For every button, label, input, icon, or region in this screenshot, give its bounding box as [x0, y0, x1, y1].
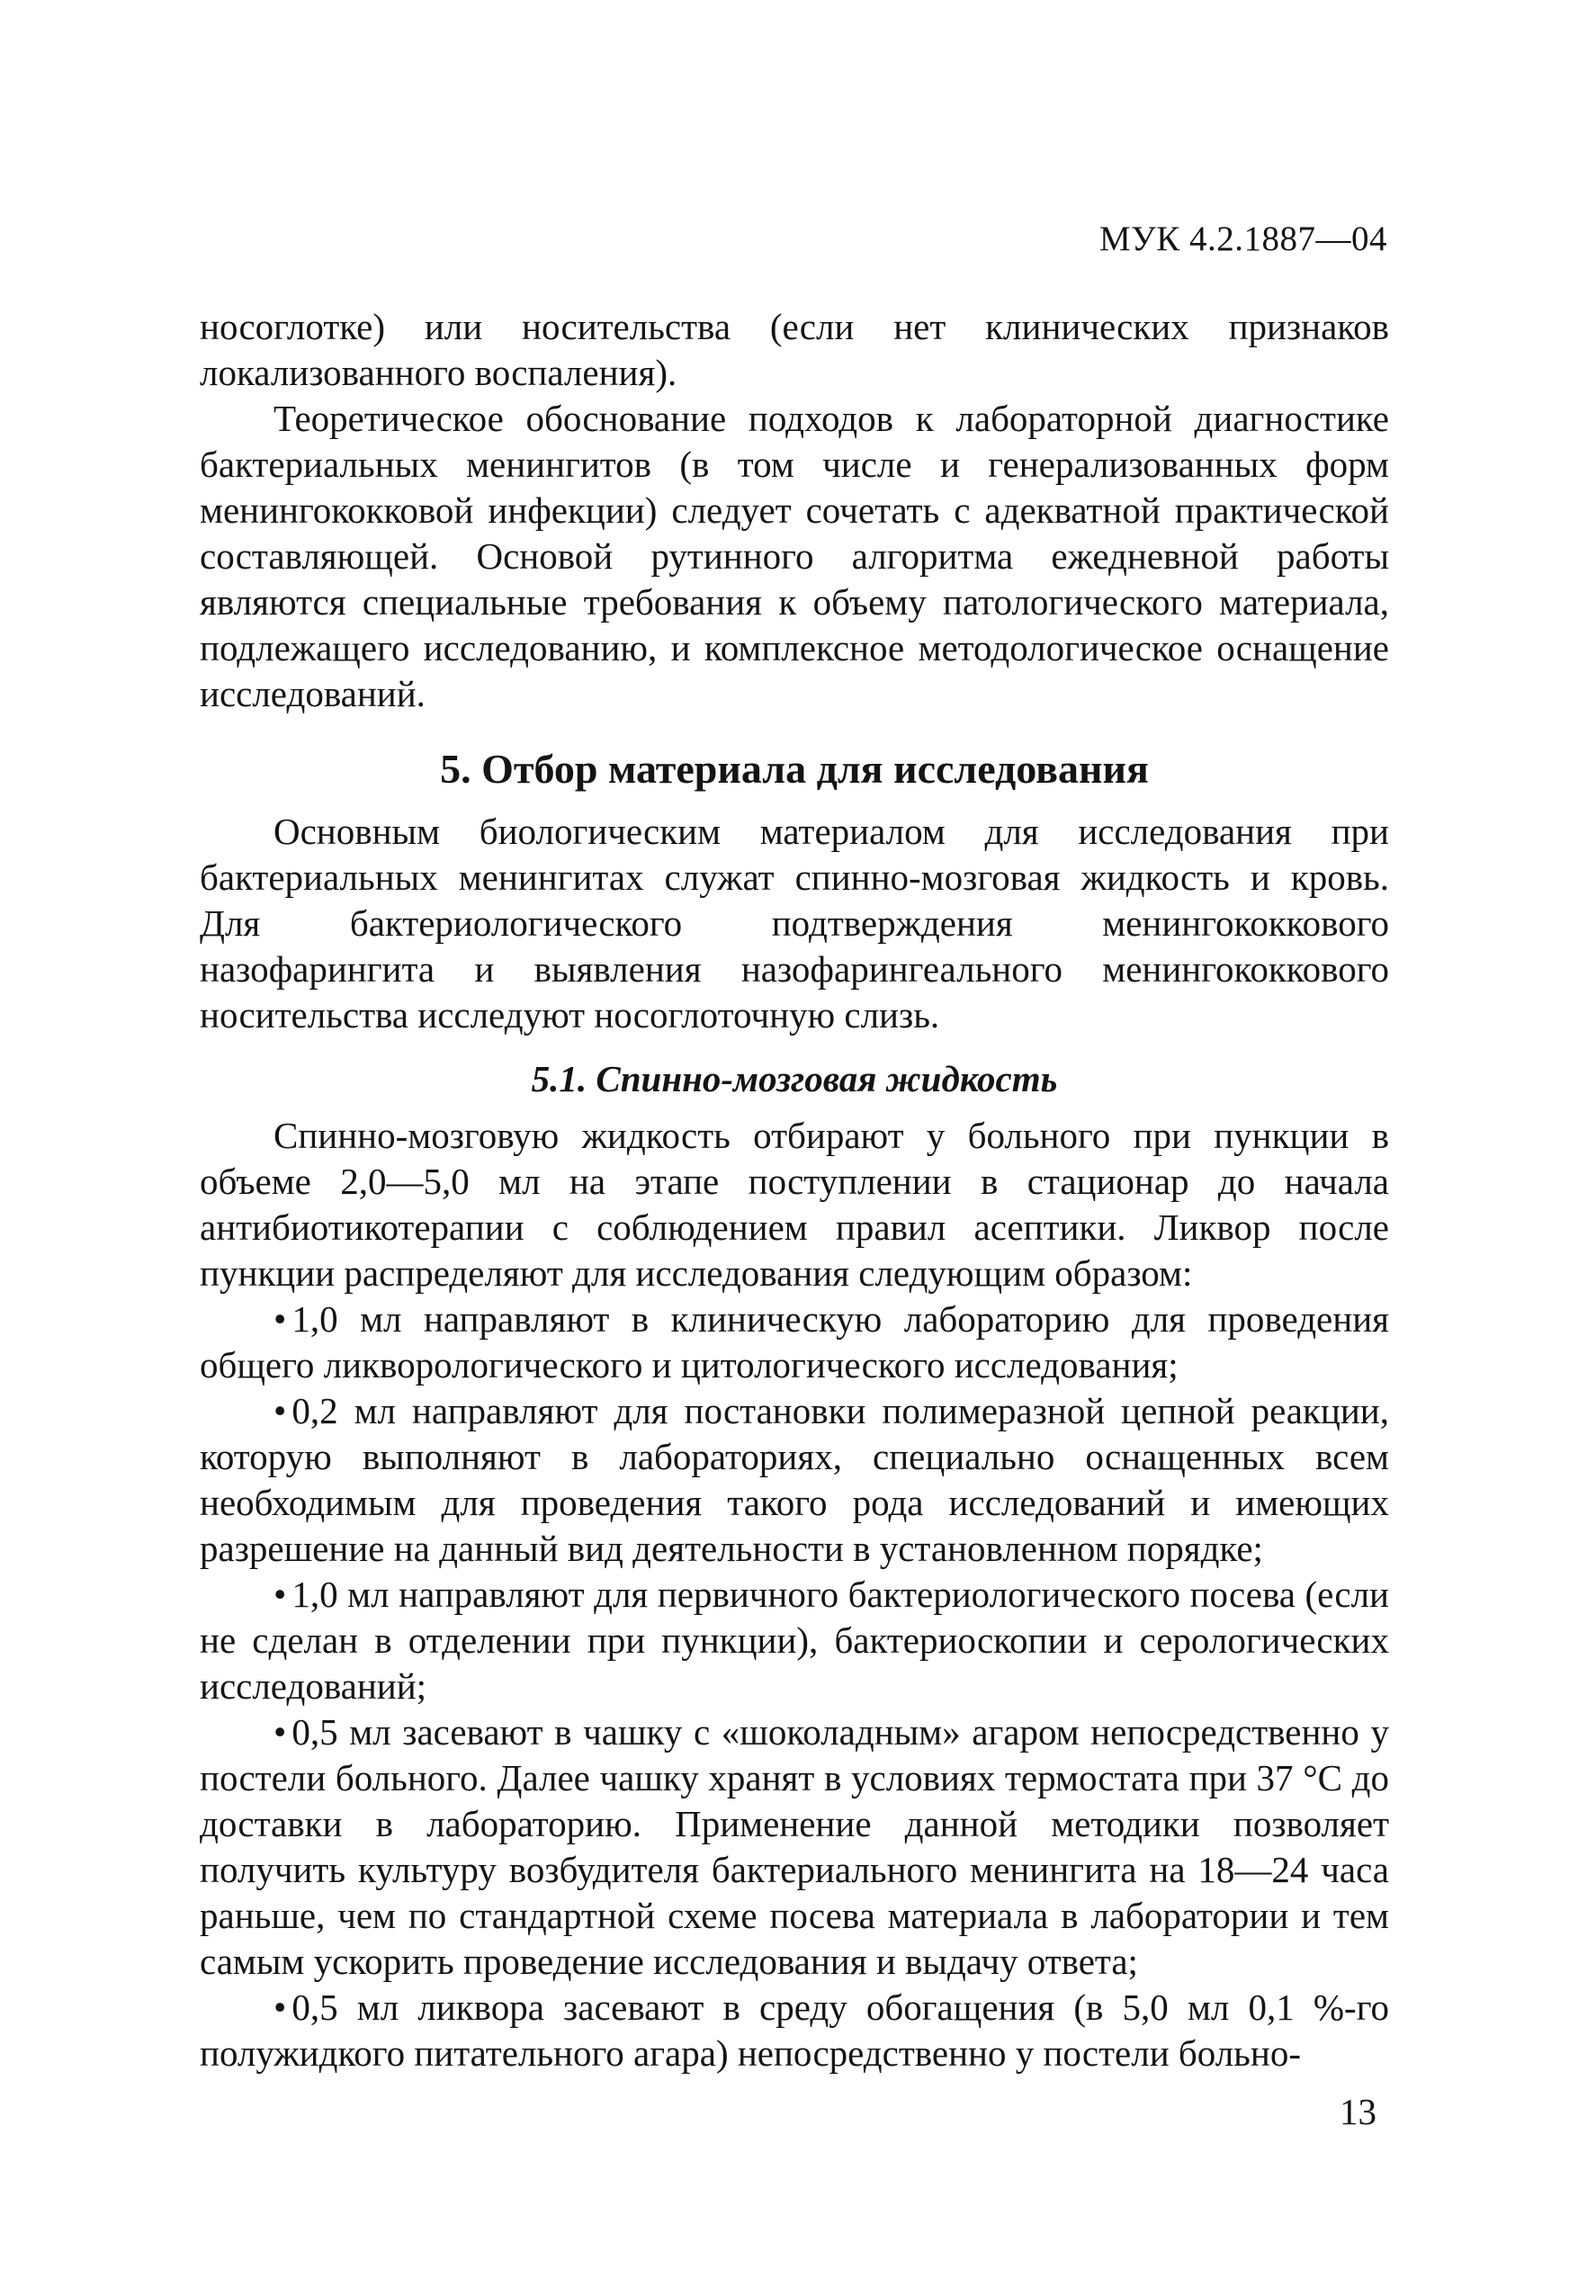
- intro-continuation: носоглотке) или носительства (если нет клинических признаков локализованного воспаления).: [200, 306, 1389, 393]
- bullet-text: 1,0 мл направляют в клиническую лабораторию для проведения общего ликворологического и цитологического исследования;: [200, 1298, 1389, 1386]
- bullet-text: 1,0 мл направляют для первичного бактериологического посева (если не сделан в отделении при пункции), бактериоскопии и серологических исследований;: [200, 1574, 1389, 1707]
- section-title: 5. Отбор материала для исследования: [440, 746, 1149, 792]
- bullet-icon: •: [273, 1711, 287, 1753]
- page-number: 13: [1340, 2091, 1376, 2132]
- intro-paragraph: Теоретическое обоснование подходов к лабораторной диагностике бактериальных менингитов (в том числе и генерализованных форм менингококковой инфекции) следует сочетать с адекватной практической составляющей. Основой рутинного алгоритма ежедневной работы являются специальные требования к объему патологического материала, подлежащего исследованию, и комплексное методологическое оснащение исследований.: [200, 398, 1389, 714]
- document-code: МУК 4.2.1887—04: [1098, 220, 1387, 258]
- bullet-text: 0,5 мл засевают в чашку с «шоколадным» агаром непосредственно у постели больного. Далее чашку хранят в условиях термостата при 37 °С до доставки в лабораторию. Применение данной методики позволяет получить культуру возбудителя бактериального менингита на 18—24 часа раньше, чем по стандартной схеме посева материала в лаборатории и тем самым ускорить проведение исследования и выдачу ответа;: [200, 1711, 1389, 1982]
- bullet-icon: •: [273, 1390, 287, 1431]
- bullet-icon: •: [273, 1987, 287, 2028]
- subsection-paragraph: Спинно-мозговую жидкость отбирают у больного при пункции в объеме 2,0—5,0 мл на этапе поступлении в стационар до начала антибиотикотерапии с соблюдением правил асептики. Ликвор после пункции распределяют для исследования следующим образом:: [200, 1115, 1389, 1294]
- bullet-text: 0,5 мл ликвора засевают в среду обогащения (в 5,0 мл 0,1 %-го полужидкого питательного агара) непосредственно у постели больно-: [200, 1987, 1389, 2074]
- bullet-item: [200, 1388, 1389, 1572]
- bullet-icon: •: [273, 1298, 287, 1340]
- bullet-item: [200, 1296, 1389, 1388]
- page-content: [200, 304, 1389, 2076]
- bullet-item: [200, 1709, 1389, 1985]
- bullet-item: [200, 1985, 1389, 2076]
- subsection-title: 5.1. Спинно-мозговая жидкость: [531, 1058, 1058, 1099]
- bullet-item: [200, 1572, 1389, 1709]
- bullet-text: 0,2 мл направляют для постановки полимеразной цепной реакции, которую выполняют в лабораториях, специально оснащенных всем необходимым для проведения такого рода исследований и имеющих разрешение на данный вид деятельности в установленном порядке;: [200, 1390, 1389, 1569]
- bullet-icon: •: [273, 1574, 287, 1615]
- section-paragraph: Основным биологическим материалом для исследования при бактериальных менингитах служат спинно-мозговая жидкость и кровь. Для бактериологического подтверждения менингококкового назофарингита и выявления назофарингеального менингококкового носительства исследуют носоглоточную слизь.: [200, 811, 1389, 1036]
